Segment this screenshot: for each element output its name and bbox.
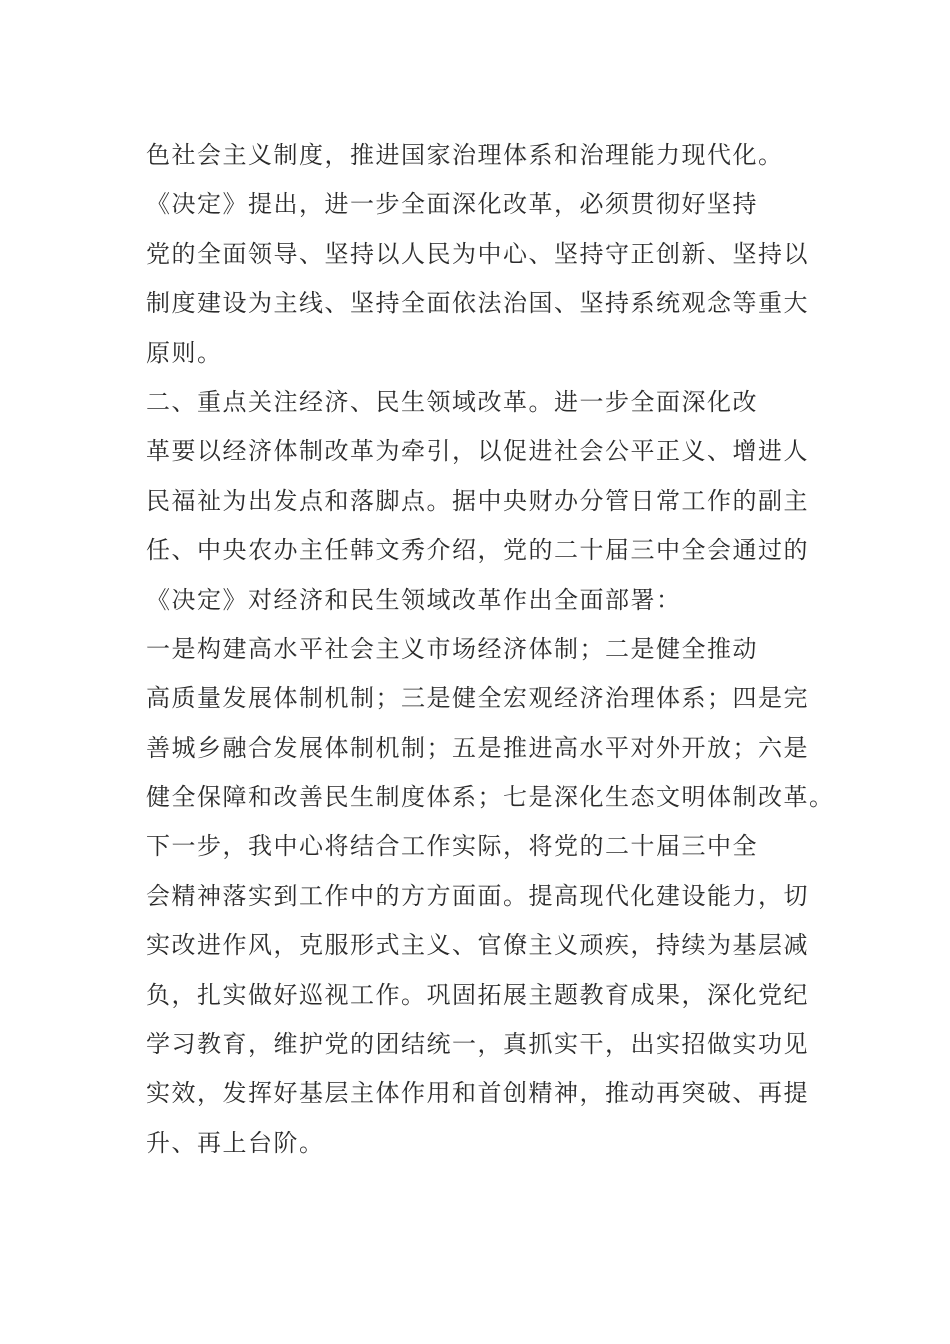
text-line: 实改进作风，克服形式主义、官僚主义顽疾，持续为基层减 [146,931,809,960]
text-line: 健全保障和改善民生制度体系；七是深化生态文明体制改革。 [146,783,835,812]
text-line: 升、再上台阶。 [146,1128,325,1157]
text-line: 党的全面领导、坚持以人民为中心、坚持守正创新、坚持以 [146,239,809,268]
text-line: 善城乡融合发展体制机制；五是推进高水平对外开放；六是 [146,733,809,762]
text-line: 《决定》对经济和民生领域改革作出全面部署： [146,585,682,614]
text-line: 民福祉为出发点和落脚点。据中央财办分管日常工作的副主 [146,486,809,515]
text-line: 制度建设为主线、坚持全面依法治国、坚持系统观念等重大 [146,289,809,318]
text-line: 学习教育，维护党的团结统一，真抓实干，出实招做实功见 [146,1030,809,1059]
text-line: 原则。 [146,338,223,367]
text-line: 实效，发挥好基层主体作用和首创精神，推动再突破、再提 [146,1079,809,1108]
text-line: 会精神落实到工作中的方方面面。提高现代化建设能力，切 [146,881,809,910]
text-line: 革要以经济体制改革为牵引，以促进社会公平正义、增进人 [146,437,809,466]
text-line: 《决定》提出，进一步全面深化改革，必须贯彻好坚持 [146,190,758,219]
text-line: 一是构建高水平社会主义市场经济体制；二是健全推动 [146,634,758,663]
text-line: 任、中央农办主任韩文秀介绍，党的二十届三中全会通过的 [146,536,809,565]
text-line: 下一步，我中心将结合工作实际，将党的二十届三中全 [146,832,758,861]
text-line: 高质量发展体制机制；三是健全宏观经济治理体系；四是完 [146,684,809,713]
text-line: 负，扎实做好巡视工作。巩固拓展主题教育成果，深化党纪 [146,980,809,1009]
text-line: 色社会主义制度，推进国家治理体系和治理能力现代化。 [146,141,784,169]
document-body [146,131,926,1168]
text-line: 二、重点关注经济、民生领域改革。进一步全面深化改 [146,387,758,416]
